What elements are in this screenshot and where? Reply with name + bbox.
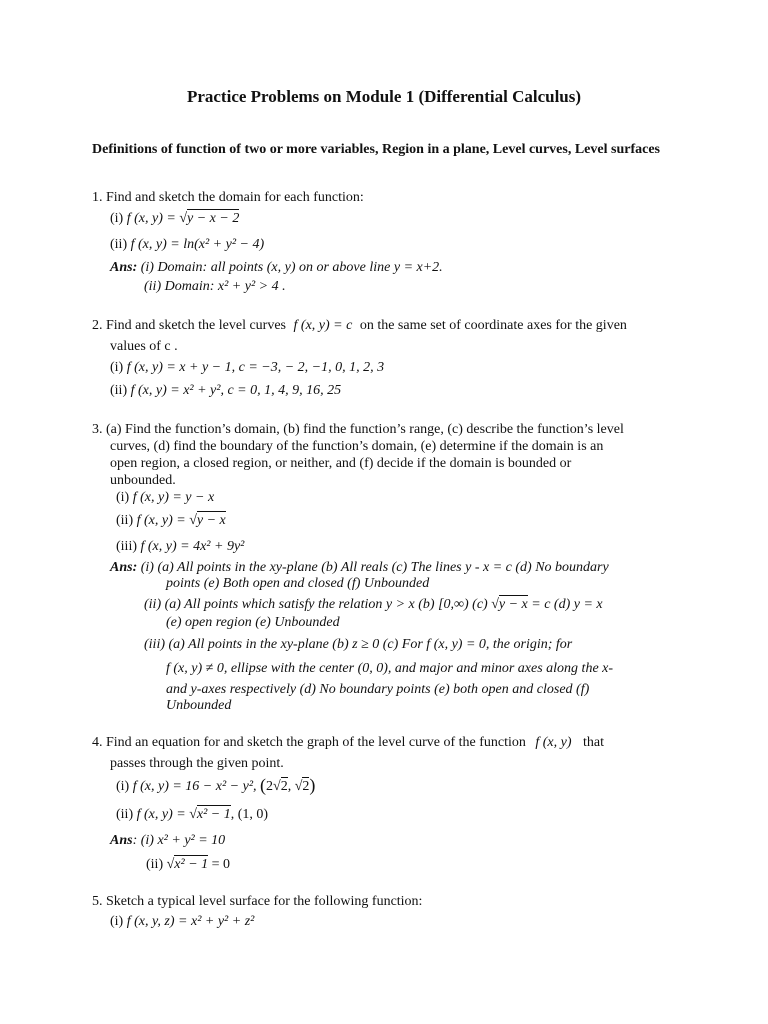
problem-3-answer-ii-line-2: (e) open region (e) Unbounded [166, 615, 340, 630]
problem-3-part-i [116, 489, 214, 507]
problem-3-stem-line-1: 3. (a) Find the function’s domain, (b) find the function’s range, (c) describe the function’s level [92, 422, 624, 437]
radicand: y − x [498, 597, 528, 612]
stem-text: on the same set of coordinate axes for the given [359, 318, 627, 333]
point-comma: , [287, 779, 295, 794]
problem-3-stem-line-3: open region, a closed region, or neither, and (f) decide if the domain is bounded or [110, 456, 572, 471]
problem-3-answer-iii-line-4: Unbounded [166, 698, 232, 713]
stem-text: 2. Find and sketch the level curves [92, 318, 287, 333]
sqrt-sign: √ [273, 779, 281, 794]
problem-3-answer-i-line-2: points (e) Both open and closed (f) Unbounded [166, 576, 430, 591]
stem-text: 4. Find an equation for and sketch the graph of the level curve of the function [92, 735, 526, 750]
radicand: x² − 1 [196, 807, 231, 822]
point-coefficient: 2 [266, 779, 274, 794]
problem-4-part-ii [116, 806, 268, 824]
answer-label: Ans: [110, 260, 138, 275]
problem-2-stem-line-1 [92, 317, 627, 335]
sqrt-sign: √ [166, 857, 175, 872]
answer-text: = 0 [208, 857, 231, 872]
part-label: (i) [116, 779, 130, 794]
page-title: Practice Problems on Module 1 (Differential Calculus) [186, 87, 582, 106]
stem-expression: f (x, y) = c [293, 318, 353, 333]
part-label: (i) [110, 914, 124, 929]
sqrt-sign: √ [179, 211, 187, 226]
part-label: (i) [110, 211, 124, 226]
problem-2-part-i [110, 359, 384, 377]
function-expression: f (x, y) = [136, 807, 190, 822]
problem-2-stem-line-2: values of c . [110, 339, 178, 354]
radicand: 2 [302, 779, 310, 794]
answer-text: (i) Domain: all points (x, y) on or above line y = x+2. [140, 260, 443, 275]
problem-2-part-ii [110, 382, 341, 400]
part-label: (ii) [146, 857, 164, 872]
part-label: (ii) [110, 383, 128, 398]
problem-4-part-i [116, 776, 315, 796]
given-point: , (1, 0) [230, 807, 269, 822]
function-expression: f (x, y) = 4x² + 9y² [140, 539, 245, 554]
problem-3-answer-iii-line-2: f (x, y) ≠ 0, ellipse with the center (0, 0), and major and minor axes along the x- [166, 661, 614, 676]
problem-1-part-ii [110, 236, 264, 254]
function-expression: f (x, y) = [126, 211, 180, 226]
answer-text: (ii) (a) All points which satisfy the relation y > x (b) [0,∞) (c) [144, 597, 492, 612]
problem-1-part-i [110, 210, 239, 228]
section-heading: Definitions of function of two or more variables, Region in a plane, Level curves, Level surfaces [92, 142, 660, 157]
problem-4-answer-ii [146, 856, 230, 874]
function-expression: f (x, y, z) = x² + y² + z² [126, 914, 255, 929]
problem-4-stem-line-2: passes through the given point. [110, 756, 284, 771]
problem-5-stem: 5. Sketch a typical level surface for the following function: [92, 894, 423, 909]
problem-5-part-i [110, 913, 254, 931]
answer-text: : (i) x² + y² = 10 [132, 833, 226, 848]
problem-4-stem-line-1 [92, 734, 604, 752]
function-expression: f (x, y) = 16 − x² − y², [132, 779, 257, 794]
part-label: (i) [110, 360, 124, 375]
part-label: (ii) [116, 807, 134, 822]
radicand: 2 [280, 779, 288, 794]
answer-label: Ans [110, 833, 133, 848]
answer-text: = c (d) y = x [527, 597, 603, 612]
function-expression: f (x, y) = x² + y², c = 0, 1, 4, 9, 16, 25 [130, 383, 342, 398]
function-expression: f (x, y) = ln(x² + y² − 4) [130, 237, 265, 252]
problem-3-part-ii [116, 512, 226, 530]
part-label: (ii) [116, 513, 134, 528]
problem-3-answer-iii-line-1: (iii) (a) All points in the xy-plane (b) z ≥ 0 (c) For f (x, y) = 0, the origin; for [144, 637, 573, 652]
problem-3-answer-ii-line-1 [144, 596, 603, 614]
problem-3-stem-line-4: unbounded. [110, 473, 176, 488]
part-label: (i) [116, 490, 130, 505]
problem-4-answer-i [110, 832, 225, 850]
radicand: y − x [196, 513, 226, 528]
problem-3-part-iii [116, 538, 244, 556]
answer-label: Ans: [110, 560, 138, 575]
function-expression: f (x, y) = y − x [132, 490, 215, 505]
problem-1-stem: 1. Find and sketch the domain for each function: [92, 190, 364, 205]
part-label: (iii) [116, 539, 137, 554]
stem-text: that [583, 735, 605, 750]
function-expression: f (x, y) = [136, 513, 190, 528]
sqrt-sign: √ [491, 597, 499, 612]
radicand: x² − 1 [174, 857, 209, 872]
problem-3-answer-iii-line-3: and y-axes respectively (d) No boundary points (e) both open and closed (f) [166, 682, 590, 697]
problem-3-stem-line-2: curves, (d) find the boundary of the function’s domain, (e) determine if the domain is an [110, 439, 604, 454]
point-close-paren: ) [309, 775, 316, 795]
function-expression: f (x, y) = x + y − 1, c = −3, − 2, −1, 0, 1, 2, 3 [126, 360, 385, 375]
sqrt-sign: √ [189, 513, 197, 528]
point-open-paren: ( [260, 775, 267, 795]
sqrt-sign: √ [294, 779, 303, 794]
problem-1-answer-i [110, 259, 443, 277]
problem-1-answer-ii: (ii) Domain: x² + y² > 4 . [144, 279, 286, 294]
radicand: y − x − 2 [187, 211, 240, 226]
part-label: (ii) [110, 237, 128, 252]
sqrt-sign: √ [189, 807, 197, 822]
answer-text: (i) (a) All points in the xy-plane (b) All reals (c) The lines y - x = c (d) No boundary [140, 560, 609, 575]
stem-expression: f (x, y) [535, 735, 572, 750]
